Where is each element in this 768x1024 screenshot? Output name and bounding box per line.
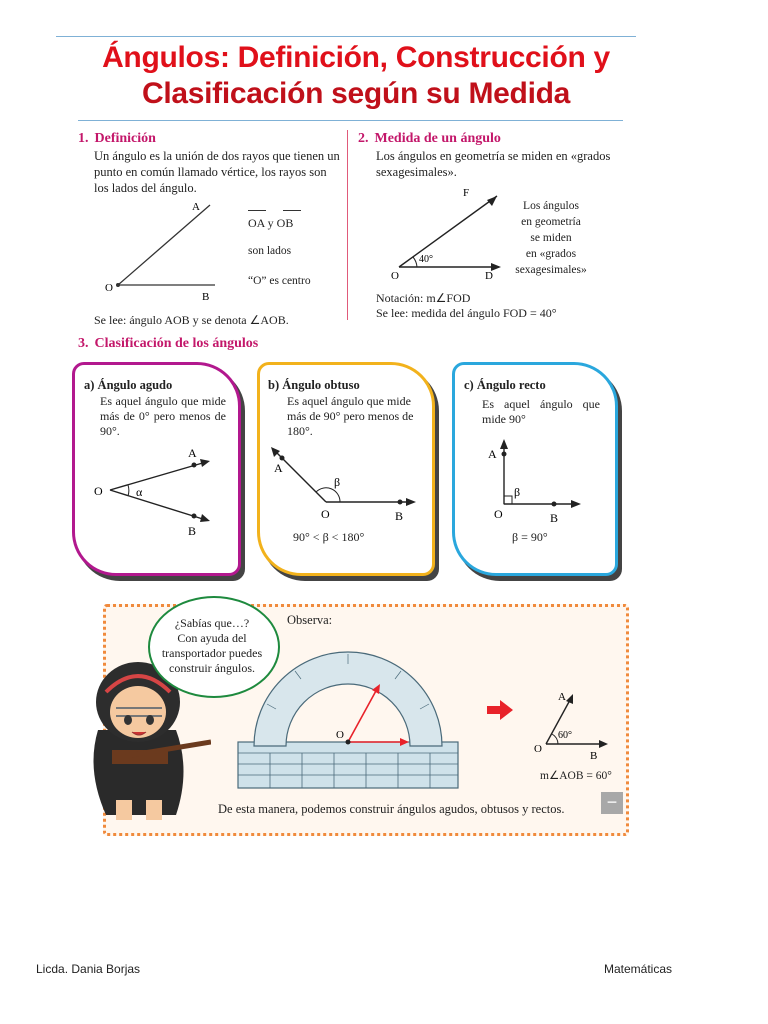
- right-label-o: O: [494, 507, 503, 521]
- measure-reading: Se lee: medida del ángulo FOD = 40°: [376, 306, 557, 320]
- result-label-b: B: [590, 750, 598, 762]
- section2-number: 2.: [358, 131, 369, 146]
- center-text: “O” es centro: [248, 275, 311, 287]
- result-angle-value: 60°: [558, 730, 572, 741]
- side-note-line-1: Los ángulos: [523, 200, 579, 212]
- card-obtuse-title: [268, 378, 360, 393]
- measure-label-f: F: [463, 187, 470, 199]
- obtuse-label-a: A: [274, 461, 283, 475]
- side-note-line-2: en geometría: [521, 216, 581, 228]
- obtuse-label-o: O: [321, 507, 330, 521]
- title-rule: [78, 120, 623, 121]
- protractor-diagram: [232, 634, 462, 794]
- section3-heading: [78, 336, 258, 352]
- section1-reading: Se lee: ángulo AOB y se denota ∠AOB.: [94, 313, 289, 327]
- card-right-text: Es aquel ángulo que mide 90°: [482, 397, 600, 426]
- result-arrow-icon: [487, 700, 513, 720]
- measure-side-note: [506, 198, 596, 278]
- side-note-line-5: sexagesimales»: [515, 264, 587, 276]
- vectors-label: OA y OB: [248, 216, 294, 230]
- measure-label-o: O: [391, 270, 399, 282]
- bubble-line-1: ¿Sabías que…?: [174, 616, 250, 630]
- result-label-a: A: [558, 691, 566, 703]
- observe-label: Observa:: [287, 613, 333, 627]
- measure-angle-value: 40°: [419, 254, 433, 265]
- acute-label-a: A: [188, 446, 197, 460]
- card-obtuse-name: Ángulo obtuso: [282, 378, 360, 392]
- def-label-o: O: [105, 282, 113, 294]
- vector-arrow-oa: [248, 210, 266, 211]
- result-angle-diagram: [528, 686, 618, 766]
- def-label-a: A: [192, 201, 200, 213]
- section1-heading: [78, 131, 156, 147]
- measure-label-d: D: [485, 270, 493, 282]
- section1-title: Definición: [94, 131, 156, 146]
- obtuse-angle-diagram: [262, 440, 422, 530]
- result-label-o: O: [534, 743, 542, 755]
- right-formula: β = 90°: [512, 530, 548, 544]
- right-label-a: A: [488, 447, 497, 461]
- title-line-2: Clasificación según su Medida: [141, 77, 571, 110]
- section1-text: Un ángulo es la unión de dos rayos que tienen un punto en común llamado vértice, los rayos son los lados del ángulo.: [94, 149, 340, 195]
- footer-subject: Matemáticas: [604, 962, 673, 976]
- panel-conclusion: De esta manera, podemos construir ángulos agudos, obtusos y rectos.: [218, 802, 565, 816]
- measure-angle-diagram: [385, 182, 510, 282]
- card-right-name: Ángulo recto: [476, 378, 546, 392]
- def-label-b: B: [202, 291, 210, 303]
- bubble-line-2: Con ayuda del: [177, 631, 247, 645]
- side-note-line-3: se miden: [530, 232, 572, 244]
- definition-angle-diagram: [100, 195, 225, 305]
- sides-text: son lados: [248, 245, 292, 257]
- right-angle-beta: β: [514, 485, 521, 499]
- acute-angle-alpha: α: [136, 485, 143, 499]
- bubble-line-3: transportador puedes: [161, 646, 263, 660]
- measure-notation: Notación: m∠FOD: [376, 291, 471, 305]
- bubble-line-4: construir ángulos.: [169, 661, 255, 675]
- zoom-out-button[interactable]: −: [601, 792, 623, 814]
- section2-text: Los ángulos en geometría se miden en «grados sexagesimales».: [376, 149, 611, 179]
- column-divider: [347, 130, 348, 320]
- right-angle-diagram: [480, 434, 590, 529]
- acute-label-b: B: [188, 524, 197, 538]
- obtuse-label-b: B: [395, 509, 404, 523]
- card-right-title: [464, 378, 546, 393]
- section1-number: 1.: [78, 131, 89, 146]
- right-label-b: B: [550, 511, 559, 525]
- section2-heading: [358, 131, 501, 147]
- section3-title: Clasificación de los ángulos: [94, 336, 259, 351]
- vector-arrow-ob: [283, 210, 301, 211]
- side-note-line-4: en «grados: [525, 248, 577, 260]
- result-formula: m∠AOB = 60°: [540, 770, 612, 782]
- title-line-1: Ángulos: Definición, Construcción y: [102, 41, 610, 74]
- card-acute-text: Es aquel ángulo que mide más de 0° pero menos de 90°.: [100, 394, 226, 438]
- card-obtuse-letter: b): [268, 378, 280, 392]
- obtuse-angle-beta: β: [334, 475, 341, 489]
- top-rule: [56, 36, 636, 37]
- acute-angle-diagram: [88, 442, 228, 542]
- card-acute-title: [84, 378, 172, 393]
- card-right-letter: c): [464, 378, 474, 392]
- section3-number: 3.: [78, 336, 89, 351]
- card-acute-name: Ángulo agudo: [97, 378, 173, 392]
- obtuse-formula: 90° < β < 180°: [293, 530, 365, 544]
- card-acute-letter: a): [84, 378, 95, 392]
- page-title: [60, 40, 652, 112]
- footer-author: Licda. Dania Borjas: [36, 962, 141, 976]
- acute-label-o: O: [94, 484, 103, 498]
- protractor-label-o: O: [336, 729, 344, 741]
- section2-title: Medida de un ángulo: [374, 131, 501, 146]
- card-obtuse-text: Es aquel ángulo que mide más de 90° pero menos de 180°.: [287, 394, 414, 438]
